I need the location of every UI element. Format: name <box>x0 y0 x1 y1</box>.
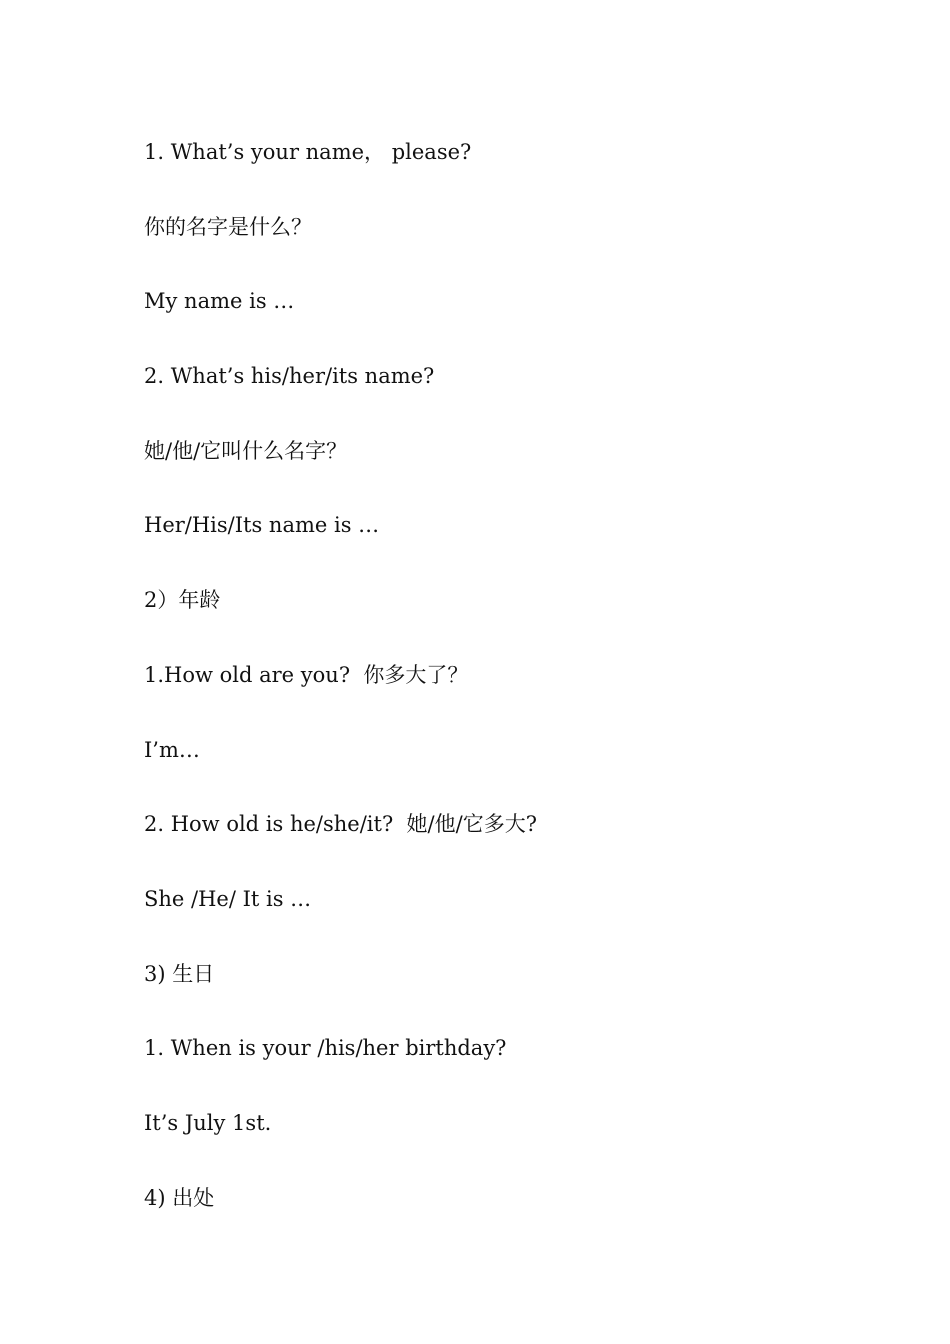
answer-birthday: It’s July 1st. <box>144 1110 272 1135</box>
answer-age-third-person: She /He/ It is … <box>144 886 312 911</box>
question-name-yours: 1. What’s your name， please? <box>144 140 472 164</box>
answer-age-mine: I’m… <box>144 737 200 762</box>
question-name-third-person: 2. What’s his/her/its name? <box>144 364 435 389</box>
answer-name-third-person: Her/His/Its name is … <box>144 513 380 538</box>
question-age-yours: 1.How old are you? 你多大了？ <box>144 662 469 687</box>
translation-name-third-person: 她/他/它叫什么名字？ <box>144 438 348 463</box>
section-heading-origin: 4) 出处 <box>144 1185 215 1210</box>
document-body <box>144 138 864 1258</box>
section-heading-age: 2）年龄 <box>144 588 221 613</box>
translation-name-yours: 你的名字是什么？ <box>144 214 312 239</box>
answer-name-mine: My name is … <box>144 289 295 314</box>
question-age-third-person: 2. How old is he/she/it? 她/他/它多大? <box>144 812 537 837</box>
section-heading-birthday: 3) 生日 <box>144 961 215 986</box>
question-birthday: 1. When is your /his/her birthday? <box>144 1036 507 1061</box>
